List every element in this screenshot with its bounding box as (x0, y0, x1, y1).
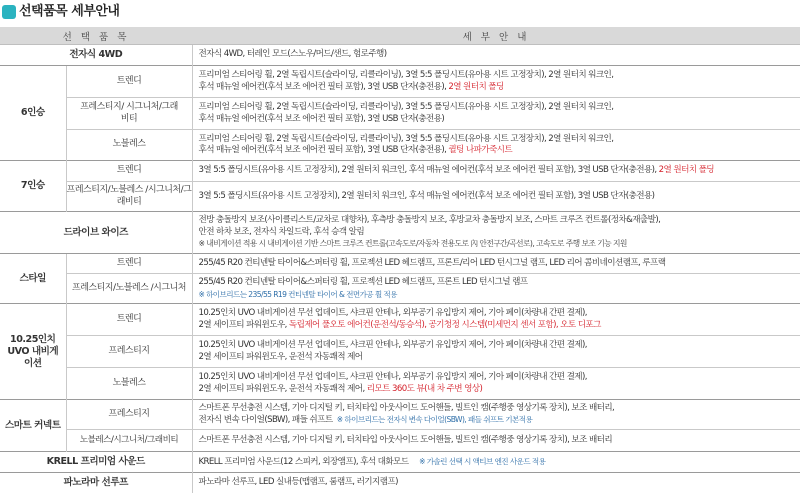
options-table (0, 27, 800, 493)
option-group: 10.25인치 UVO 내비게이션 (0, 304, 66, 400)
table-row (0, 430, 800, 452)
option-detail: KRELL 프리미엄 사운드(12 스피커, 외장앰프), 후석 대화모드 ※ 가솔린 선택 시 액티브 엔진 사운드 적용 (192, 452, 800, 473)
table-row (0, 182, 800, 212)
table-row (0, 254, 800, 274)
table-row (0, 304, 800, 336)
option-name: 파노라마 선루프 (0, 473, 192, 493)
option-detail: 10.25인치 UVO 내비게이션 무선 업데이트, 샤크핀 안테나, 외부공기 유입방지 제어, 기아 페이(차량내 간편 결제), 2열 세이프티 파워윈도우, 운전석 자동쾌적 제어, 리모트 360도 뷰(내 차 주변 영상) (192, 368, 800, 400)
option-name: 전자식 4WD (0, 45, 192, 66)
table-row (0, 473, 800, 493)
option-name: KRELL 프리미엄 사운드 (0, 452, 192, 473)
option-detail: 프리미엄 스티어링 휠, 2열 독립시트(슬라이딩, 리클라이닝), 3열 5:5 폴딩시트(유아용 시트 고정장치), 2열 원터치 워크인, 후석 매뉴얼 에어컨(후석 보조 에어컨 필터 포함), 3열 USB 단자(충전용) (192, 98, 800, 130)
table-row (0, 130, 800, 161)
trim-name: 트렌디 (66, 161, 192, 182)
trim-name: 트렌디 (66, 66, 192, 98)
table-row (0, 45, 800, 66)
option-group: 6인승 (0, 66, 66, 161)
table-row (0, 452, 800, 473)
option-group: 스타일 (0, 254, 66, 304)
option-detail: 10.25인치 UVO 내비게이션 무선 업데이트, 샤크핀 안테나, 외부공기 유입방지 제어, 기아 페이(차량내 간편 결제), 2열 세이프티 파워윈도우, 독립제어 풀오토 에어컨(운전석/동승석), 공기청정 시스템(미세먼지 센서 포함), 오토 디포그 (192, 304, 800, 336)
table-row (0, 336, 800, 368)
trim-name: 프레스티지/노블레스 /시그니처 (66, 274, 192, 304)
trim-name: 노블레스 (66, 130, 192, 161)
trim-name: 트렌디 (66, 304, 192, 336)
trim-name: 프레스티지 (66, 400, 192, 430)
option-detail: 3열 5:5 폴딩시트(유아용 시트 고정장치), 2열 원터치 워크인, 후석 매뉴얼 에어컨(후석 보조 에어컨 필터 포함), 3열 USB 단자(충전용) (192, 182, 800, 212)
option-group: 7인승 (0, 161, 66, 212)
option-detail: 스마트폰 무선충전 시스템, 기아 디지털 키, 터치타입 아웃사이드 도어핸들, 빌트인 캠(주행중 영상기록 장치), 보조 배터리 (192, 430, 800, 452)
table-row (0, 212, 800, 254)
option-detail: 255/45 R20 컨티넨탈 타이어&스퍼터링 휠, 프로젝션 LED 헤드램프, 프론트/리어 LED 턴시그널 램프, LED 리어 콤비네이션램프, 루프랙 (192, 254, 800, 274)
trim-name: 노블레스 (66, 368, 192, 400)
option-detail: 프리미엄 스티어링 휠, 2열 독립시트(슬라이딩, 리클라이닝), 3열 5:5 폴딩시트(유아용 시트 고정장치), 2열 원터치 워크인, 후석 매뉴얼 에어컨(후석 보조 에어컨 필터 포함), 3열 USB 단자(충전용), 퀼팅 나파가죽시트 (192, 130, 800, 161)
option-detail: 3열 5:5 폴딩시트(유아용 시트 고정장치), 2열 원터치 워크인, 후석 매뉴얼 에어컨(후석 보조 에어컨 필터 포함), 3열 USB 단자(충전용), 2열 원터치 폴딩 (192, 161, 800, 182)
trim-name: 프레스티지 (66, 336, 192, 368)
option-group: 스마트 커넥트 (0, 400, 66, 452)
table-row (0, 368, 800, 400)
trim-name: 프레스티지/노블레스 /시그니처/그래비티 (66, 182, 192, 212)
option-detail: 10.25인치 UVO 내비게이션 무선 업데이트, 샤크핀 안테나, 외부공기 유입방지 제어, 기아 페이(차량내 간편 결제), 2열 세이프티 파워윈도우, 운전석 자동쾌적 제어 (192, 336, 800, 368)
col-header-detail: 세 부 안 내 (192, 27, 800, 45)
option-name: 드라이브 와이즈 (0, 212, 192, 254)
section-header (0, 0, 800, 28)
col-header-item: 선 택 품 목 (0, 27, 192, 45)
option-detail: 전자식 4WD, 터레인 모드(스노우/머드/샌드, 험로주행) (192, 45, 800, 66)
option-detail: 스마트폰 무선충전 시스템, 기아 디지털 키, 터치타입 아웃사이드 도어핸들, 빌트인 캠(주행중 영상기록 장치), 보조 배터리, 전자식 변속 다이얼(SBW), 패들 쉬프트 ※ 하이브리드는 전자식 변속 다이얼(SBW), 패들 쉬프트 기본적용 (192, 400, 800, 430)
table-row (0, 161, 800, 182)
table-row (0, 274, 800, 304)
table-row (0, 66, 800, 98)
trim-name: 노블레스/시그니처/그래비티 (66, 430, 192, 452)
option-detail: 전방 충돌방지 보조(사이클리스트/교차로 대향차), 후측방 충돌방지 보조, 후방교차 충돌방지 보조, 스마트 크루즈 컨트롤(정차&재출발), 안전 하차 보조, 전자식 차일드락, 후석 승객 알림 ※ 내비게이션 적용 시 내비게이션 기반 스마트 크루즈 컨트롤(고속도로/자동차 전용도로 內 안전구간/곡선로), 고속도로 주행 보조 기능 지원 (192, 212, 800, 254)
table-row (0, 98, 800, 130)
option-detail: 프리미엄 스티어링 휠, 2열 독립시트(슬라이딩, 리클라이닝), 3열 5:5 폴딩시트(유아용 시트 고정장치), 2열 원터치 워크인, 후석 매뉴얼 에어컨(후석 보조 에어컨 필터 포함), 3열 USB 단자(충전용), 2열 원터치 폴딩 (192, 66, 800, 98)
trim-name: 트렌디 (66, 254, 192, 274)
option-detail: 255/45 R20 컨티넨탈 타이어&스퍼터링 휠, 프로젝션 LED 헤드램프, 프론트 LED 턴시그널 램프 ※ 하이브리드는 235/55 R19 컨티넨탈 타이어 & 전면가공 휠 적용 (192, 274, 800, 304)
square-bullet-icon (2, 5, 16, 19)
option-detail: 파노라마 선루프, LED 실내등(맵램프, 룸램프, 러기지램프) (192, 473, 800, 493)
table-row (0, 400, 800, 430)
trim-name: 프레스티지/ 시그니처/그래비티 (66, 98, 192, 130)
page-title: 선택품목 세부안내 (19, 4, 120, 19)
